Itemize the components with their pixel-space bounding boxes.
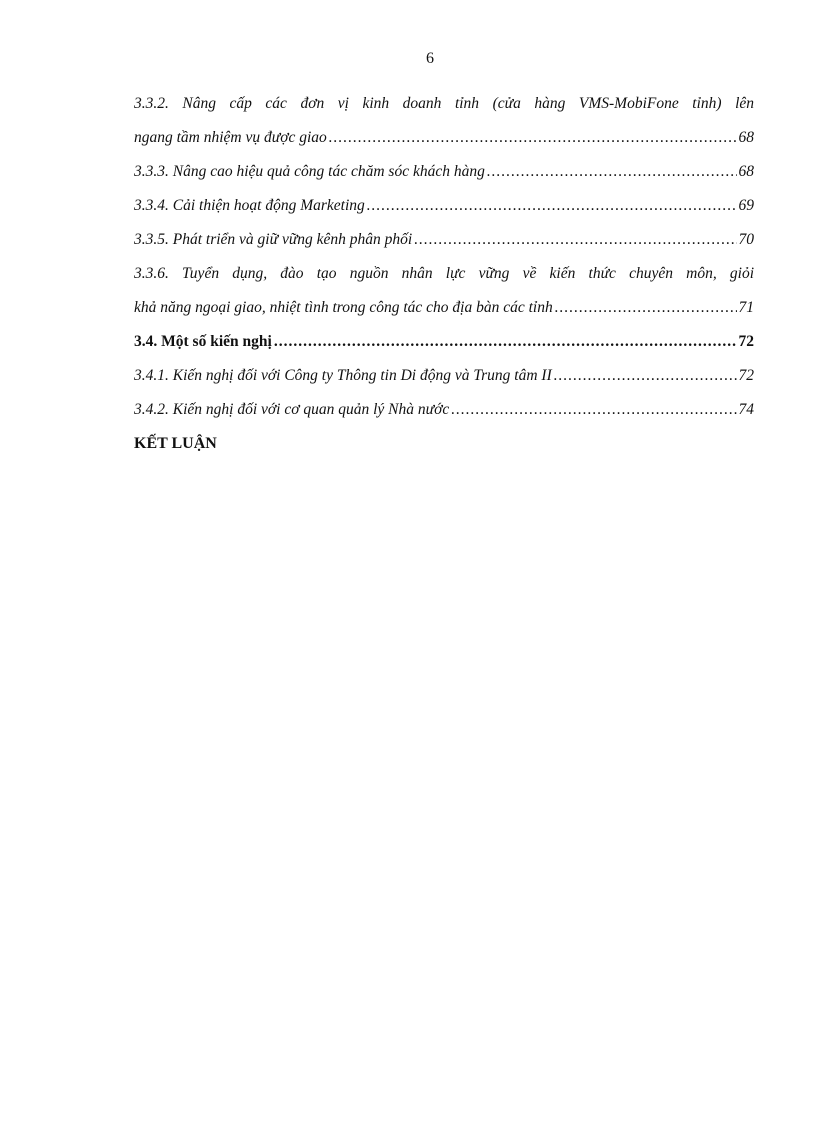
table-of-contents bbox=[134, 94, 754, 454]
toc-entry-3-4[interactable] bbox=[134, 332, 754, 352]
toc-leader-dots bbox=[451, 400, 736, 420]
toc-entry-text: 3.4.2. Kiến nghị đối với cơ quan quản lý Nhà nước bbox=[134, 401, 450, 418]
toc-page-number: 68 bbox=[738, 163, 754, 180]
toc-leader-dots bbox=[487, 162, 737, 182]
toc-leader-dots bbox=[329, 128, 737, 148]
toc-page-number: 72 bbox=[738, 333, 754, 350]
toc-entry-text: 3.4. Một số kiến nghị bbox=[134, 333, 272, 350]
toc-page-number: 69 bbox=[738, 197, 754, 214]
toc-page-number: 74 bbox=[738, 401, 754, 418]
toc-entry-text: 3.3.5. Phát triển và giữ vững kênh phân phối bbox=[134, 231, 413, 248]
toc-entry-text-line2: khả năng ngoại giao, nhiệt tình trong công tác cho địa bàn các tỉnh bbox=[134, 299, 553, 316]
toc-entry-text-line1: 3.3.6. Tuyển dụng, đào tạo nguồn nhân lực vững về kiến thức chuyên môn, giỏi bbox=[134, 265, 754, 282]
toc-entry-3-3-6[interactable] bbox=[134, 264, 754, 318]
toc-leader-dots bbox=[274, 332, 737, 352]
toc-entry-3-3-2[interactable] bbox=[134, 94, 754, 148]
toc-entry-conclusion[interactable]: KẾT LUẬN bbox=[134, 435, 217, 452]
toc-leader-dots bbox=[555, 298, 737, 318]
toc-page-number: 71 bbox=[738, 299, 754, 316]
toc-entry-3-3-5[interactable] bbox=[134, 230, 754, 250]
toc-entry-text: 3.3.3. Nâng cao hiệu quả công tác chăm sóc khách hàng bbox=[134, 163, 485, 180]
toc-page-number: 70 bbox=[738, 231, 754, 248]
page-number: 6 bbox=[426, 50, 434, 67]
toc-entry-text-line1: 3.3.2. Nâng cấp các đơn vị kinh doanh tỉnh (cửa hàng VMS-MobiFone tỉnh) lên bbox=[134, 95, 754, 112]
toc-entry-3-3-3[interactable] bbox=[134, 162, 754, 182]
toc-leader-dots bbox=[414, 230, 736, 250]
toc-entry-text: 3.4.1. Kiến nghị đối với Công ty Thông tin Di động và Trung tâm II bbox=[134, 367, 552, 384]
toc-leader-dots bbox=[367, 196, 737, 216]
toc-entry-text: 3.3.4. Cải thiện hoạt động Marketing bbox=[134, 197, 365, 214]
toc-entry-3-4-2[interactable] bbox=[134, 400, 754, 420]
toc-leader-dots bbox=[554, 366, 737, 386]
toc-entry-3-3-4[interactable] bbox=[134, 196, 754, 216]
toc-page-number: 68 bbox=[738, 129, 754, 146]
toc-page-number: 72 bbox=[738, 367, 754, 384]
toc-entry-3-4-1[interactable] bbox=[134, 366, 754, 386]
toc-entry-text-line2: ngang tầm nhiệm vụ được giao bbox=[134, 129, 327, 146]
